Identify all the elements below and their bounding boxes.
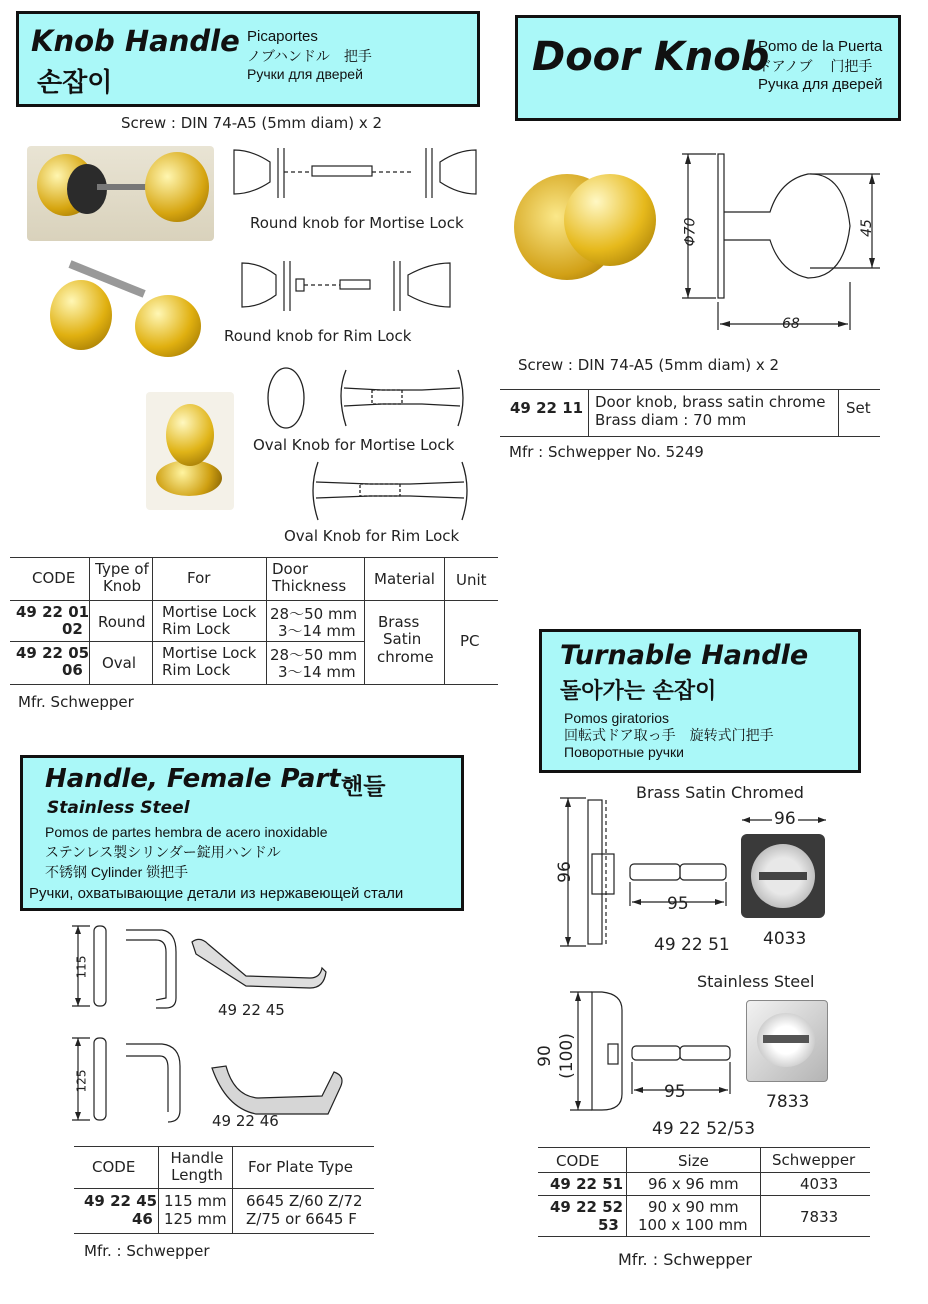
- female-dim-a: 115: [74, 955, 89, 979]
- row1-type: Round: [98, 613, 146, 631]
- female-th-length: Handle Length: [170, 1149, 224, 1184]
- turnable-model-b: 7833: [766, 1092, 810, 1112]
- door-knob-mfr: Mfr : Schwepper No. 5249: [509, 443, 704, 461]
- knob-handle-subtitle-ru: Ручки для дверей: [247, 66, 363, 82]
- female-code-2: 46: [132, 1210, 153, 1228]
- oval-knob-rim-drawing: [310, 458, 470, 524]
- material-line-2: Satin: [383, 630, 422, 648]
- turnable-dim-100: (100): [556, 1033, 577, 1079]
- door-knob-desc1: Door knob, brass satin chrome: [595, 393, 826, 411]
- row1-th1: 28～50 mm: [270, 605, 358, 623]
- female-handle-subtitle: Stainless Steel: [47, 798, 190, 818]
- th-type: Type of Knob: [95, 560, 149, 595]
- turnable-item-b: 49 22 52/53: [652, 1119, 756, 1139]
- th-unit: Unit: [456, 571, 487, 589]
- turnable-handle-title-box: [539, 629, 861, 773]
- door-knob-table: [500, 389, 880, 437]
- turnable-4922-51-drawing: [556, 796, 746, 954]
- female-th-code: CODE: [92, 1158, 136, 1176]
- material-line-3: chrome: [377, 648, 434, 666]
- turnable-handle-desc-ru: Поворотные ручки: [564, 744, 684, 760]
- turnable-handle-desc-ja: 回転式ドア取っ手 旋转式门把手: [564, 727, 774, 743]
- row2-th2: 3～14 mm: [278, 663, 356, 681]
- knob-handle-title-korean: 손잡이: [37, 68, 113, 98]
- turnable-dim-96: 96: [554, 861, 575, 883]
- turnable-handle-table: [538, 1147, 870, 1237]
- door-knob-subtitle-es: Pomo de la Puerta: [758, 38, 883, 55]
- door-knob-unit: Set: [846, 399, 871, 417]
- th-code: CODE: [32, 569, 76, 587]
- turnable-handle-title-korean: 돌아가는 손잡이: [560, 679, 717, 704]
- row2-th1: 28～50 mm: [270, 646, 358, 664]
- female-handle-desc-ru: Ручки, охватывающие детали из нержавеющей стали: [29, 885, 404, 902]
- knob-handle-screw-note: Screw : DIN 74-A5 (5mm diam) x 2: [121, 114, 383, 132]
- female-th-plate: For Plate Type: [248, 1158, 353, 1176]
- handle-4922-46-drawing: [70, 1036, 350, 1126]
- door-knob-photo: [512, 170, 660, 282]
- door-knob-dim-diam: Φ70: [682, 217, 699, 247]
- turnable-r1-code: 49 22 51: [550, 1175, 624, 1193]
- female-item-a: 49 22 45: [218, 1001, 285, 1019]
- row2-for2: Rim Lock: [162, 661, 231, 679]
- door-knob-desc2: Brass diam : 70 mm: [595, 411, 747, 429]
- caption-round-mortise: Round knob for Mortise Lock: [250, 214, 464, 232]
- turnable-r2-sch: 7833: [800, 1208, 839, 1226]
- turnable-r2-code: 49 22 52: [550, 1198, 624, 1216]
- door-knob-subtitle-ru: Ручка для дверей: [758, 76, 883, 93]
- door-knob-title: Door Knob: [532, 34, 770, 80]
- door-knob-title-box: [515, 15, 901, 121]
- turnable-handle-desc-es: Pomos giratorios: [564, 710, 670, 726]
- oval-knob-mortise-drawing: [262, 364, 472, 434]
- knob-handle-subtitle-es: Picaportes: [247, 28, 318, 45]
- round-knob-mortise-drawing: [232, 142, 482, 202]
- female-handle-title-box: [20, 755, 464, 911]
- row1-for1: Mortise Lock: [162, 603, 257, 621]
- knob-handle-title: Knob Handle: [31, 24, 240, 58]
- female-handle-desc-es: Pomos de partes hembra de acero inoxidable: [45, 824, 328, 840]
- caption-oval-rim: Oval Knob for Rim Lock: [284, 527, 460, 545]
- female-length-1: 115 mm: [164, 1192, 227, 1210]
- turnable-dim-90: 90: [534, 1045, 555, 1067]
- female-length-2: 125 mm: [164, 1210, 227, 1228]
- turnable-model-a: 4033: [763, 929, 807, 949]
- turnable-r1-size: 96 x 96 mm: [648, 1175, 739, 1193]
- turnable-7833-photo: [746, 1000, 828, 1082]
- rim-knob-pair-photo: [40, 255, 210, 360]
- row1-for2: Rim Lock: [162, 620, 231, 638]
- caption-oval-mortise: Oval Knob for Mortise Lock: [253, 436, 455, 454]
- female-handle-title: Handle, Female Part: [45, 764, 341, 794]
- knob-handle-mfr: Mfr. Schwepper: [18, 693, 134, 711]
- female-handle-table: [74, 1146, 374, 1234]
- female-handle-desc-zh: 不锈钢 Cylinder 锁把手: [45, 864, 189, 880]
- turnable-r2-code2: 53: [598, 1216, 619, 1234]
- knob-handle-table: [10, 557, 498, 685]
- door-knob-drawing: [680, 150, 890, 335]
- turnable-handle-mfr: Mfr. : Schwepper: [618, 1250, 752, 1269]
- female-handle-title-korean: 핸들: [341, 774, 386, 800]
- door-knob-screw-note: Screw : DIN 74-A5 (5mm diam) x 2: [518, 356, 780, 374]
- row2-code: 49 22 05: [16, 644, 90, 662]
- th-material: Material: [374, 570, 435, 588]
- round-knob-pair-photo: [27, 146, 214, 241]
- turnable-th-size: Size: [678, 1152, 709, 1170]
- variant-a-label: Brass Satin Chromed: [636, 783, 804, 802]
- door-knob-subtitle-ja: ドアノブ 门把手: [758, 58, 873, 74]
- turnable-dim-95b: 95: [664, 1082, 686, 1102]
- row1-th2: 3～14 mm: [278, 622, 356, 640]
- turnable-dim-95: 95: [667, 894, 689, 914]
- female-item-b: 49 22 46: [212, 1112, 279, 1130]
- variant-b-label: Stainless Steel: [697, 972, 815, 991]
- round-knob-rim-drawing: [240, 255, 460, 315]
- row2-code2: 06: [62, 661, 83, 679]
- handle-4922-45-drawing: [70, 922, 350, 1012]
- female-code-1: 49 22 45: [84, 1192, 158, 1210]
- female-dim-b: 125: [74, 1069, 89, 1093]
- knob-handle-title-box: [16, 11, 480, 107]
- door-knob-dim-depth: 68: [782, 316, 800, 332]
- door-knob-dim-knob: 45: [858, 219, 875, 237]
- turnable-4922-52-drawing: [552, 990, 752, 1114]
- turnable-r2-size2: 100 x 100 mm: [638, 1216, 748, 1234]
- unit-value: PC: [460, 632, 480, 650]
- knob-handle-subtitle-ja: ノブハンドル 把手: [247, 48, 372, 64]
- material-line-1: Brass: [378, 613, 420, 631]
- turnable-item-a: 49 22 51: [654, 935, 730, 955]
- turnable-th-schwepper: Schwepper: [772, 1151, 856, 1169]
- th-thickness: Door Thickness: [272, 560, 347, 595]
- turnable-th-code: CODE: [556, 1152, 600, 1170]
- female-plate-2: Z/75 or 6645 F: [246, 1210, 357, 1228]
- row2-for1: Mortise Lock: [162, 644, 257, 662]
- row2-type: Oval: [102, 654, 137, 672]
- th-for: For: [187, 569, 211, 587]
- row1-code2: 02: [62, 620, 83, 638]
- turnable-handle-title: Turnable Handle: [560, 640, 809, 671]
- turnable-r2-size1: 90 x 90 mm: [648, 1198, 739, 1216]
- turnable-r1-sch: 4033: [800, 1175, 839, 1193]
- door-knob-code: 49 22 11: [510, 399, 584, 417]
- row1-code: 49 22 01: [16, 603, 90, 621]
- turnable-4033-photo: [741, 834, 825, 918]
- caption-round-rim: Round knob for Rim Lock: [224, 327, 412, 345]
- female-handle-mfr: Mfr. : Schwepper: [84, 1242, 210, 1260]
- oval-knob-photo: [146, 392, 234, 510]
- female-handle-desc-ja: ステンレス製シリンダー錠用ハンドル: [45, 844, 281, 860]
- female-plate-1: 6645 Z/60 Z/72: [246, 1192, 363, 1210]
- turnable-dim-96-top: 96: [774, 809, 796, 829]
